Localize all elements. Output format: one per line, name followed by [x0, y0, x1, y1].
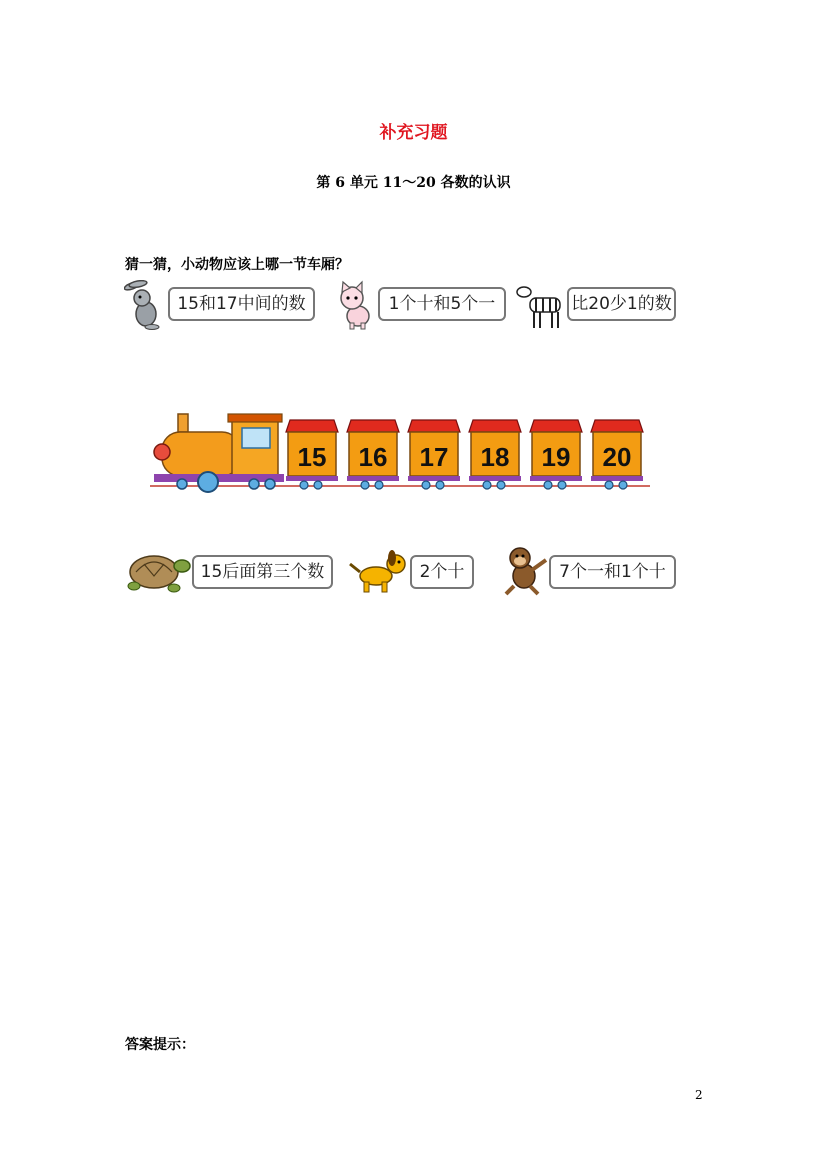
clue-card-zebra: 比20少1的数	[567, 287, 676, 321]
car-number: 18	[480, 442, 510, 472]
train-car-18	[469, 420, 521, 489]
clue-card-cat: 1个十和5个一	[378, 287, 506, 321]
locomotive	[154, 414, 284, 492]
answer-hint-label: 答案提示：	[125, 1037, 195, 1053]
clue-card-rabbit: 15和17中间的数	[168, 287, 315, 321]
car-number: 15	[297, 442, 327, 472]
clue-card-turtle: 15后面第三个数	[192, 555, 333, 589]
train-car-20	[591, 420, 643, 489]
clue-card-dog: 2个十	[410, 555, 474, 589]
car-number: 17	[419, 442, 449, 472]
question-text: 猜一猜，小动物应该上哪一节车厢？	[125, 257, 349, 273]
page-number: 2	[695, 1088, 703, 1102]
train-car-17	[408, 420, 460, 489]
rabbit-icon	[124, 280, 170, 330]
train-car-19	[530, 420, 582, 489]
train-car-16	[347, 420, 399, 489]
cat-icon	[334, 280, 380, 330]
monkey-icon	[498, 544, 552, 596]
clue-card-monkey: 7个一和1个十	[549, 555, 676, 589]
page-title: 补充习题	[379, 123, 448, 143]
turtle-icon	[124, 546, 194, 596]
zebra-icon	[516, 280, 568, 332]
dog-icon	[348, 546, 412, 596]
train-illustration	[150, 410, 650, 496]
unit-subtitle: 第 6 单元 11～20 各数的认识	[316, 175, 511, 191]
car-number: 16	[358, 442, 388, 472]
train-car-15	[286, 420, 338, 489]
car-number: 19	[541, 442, 571, 472]
car-number: 20	[602, 442, 632, 472]
